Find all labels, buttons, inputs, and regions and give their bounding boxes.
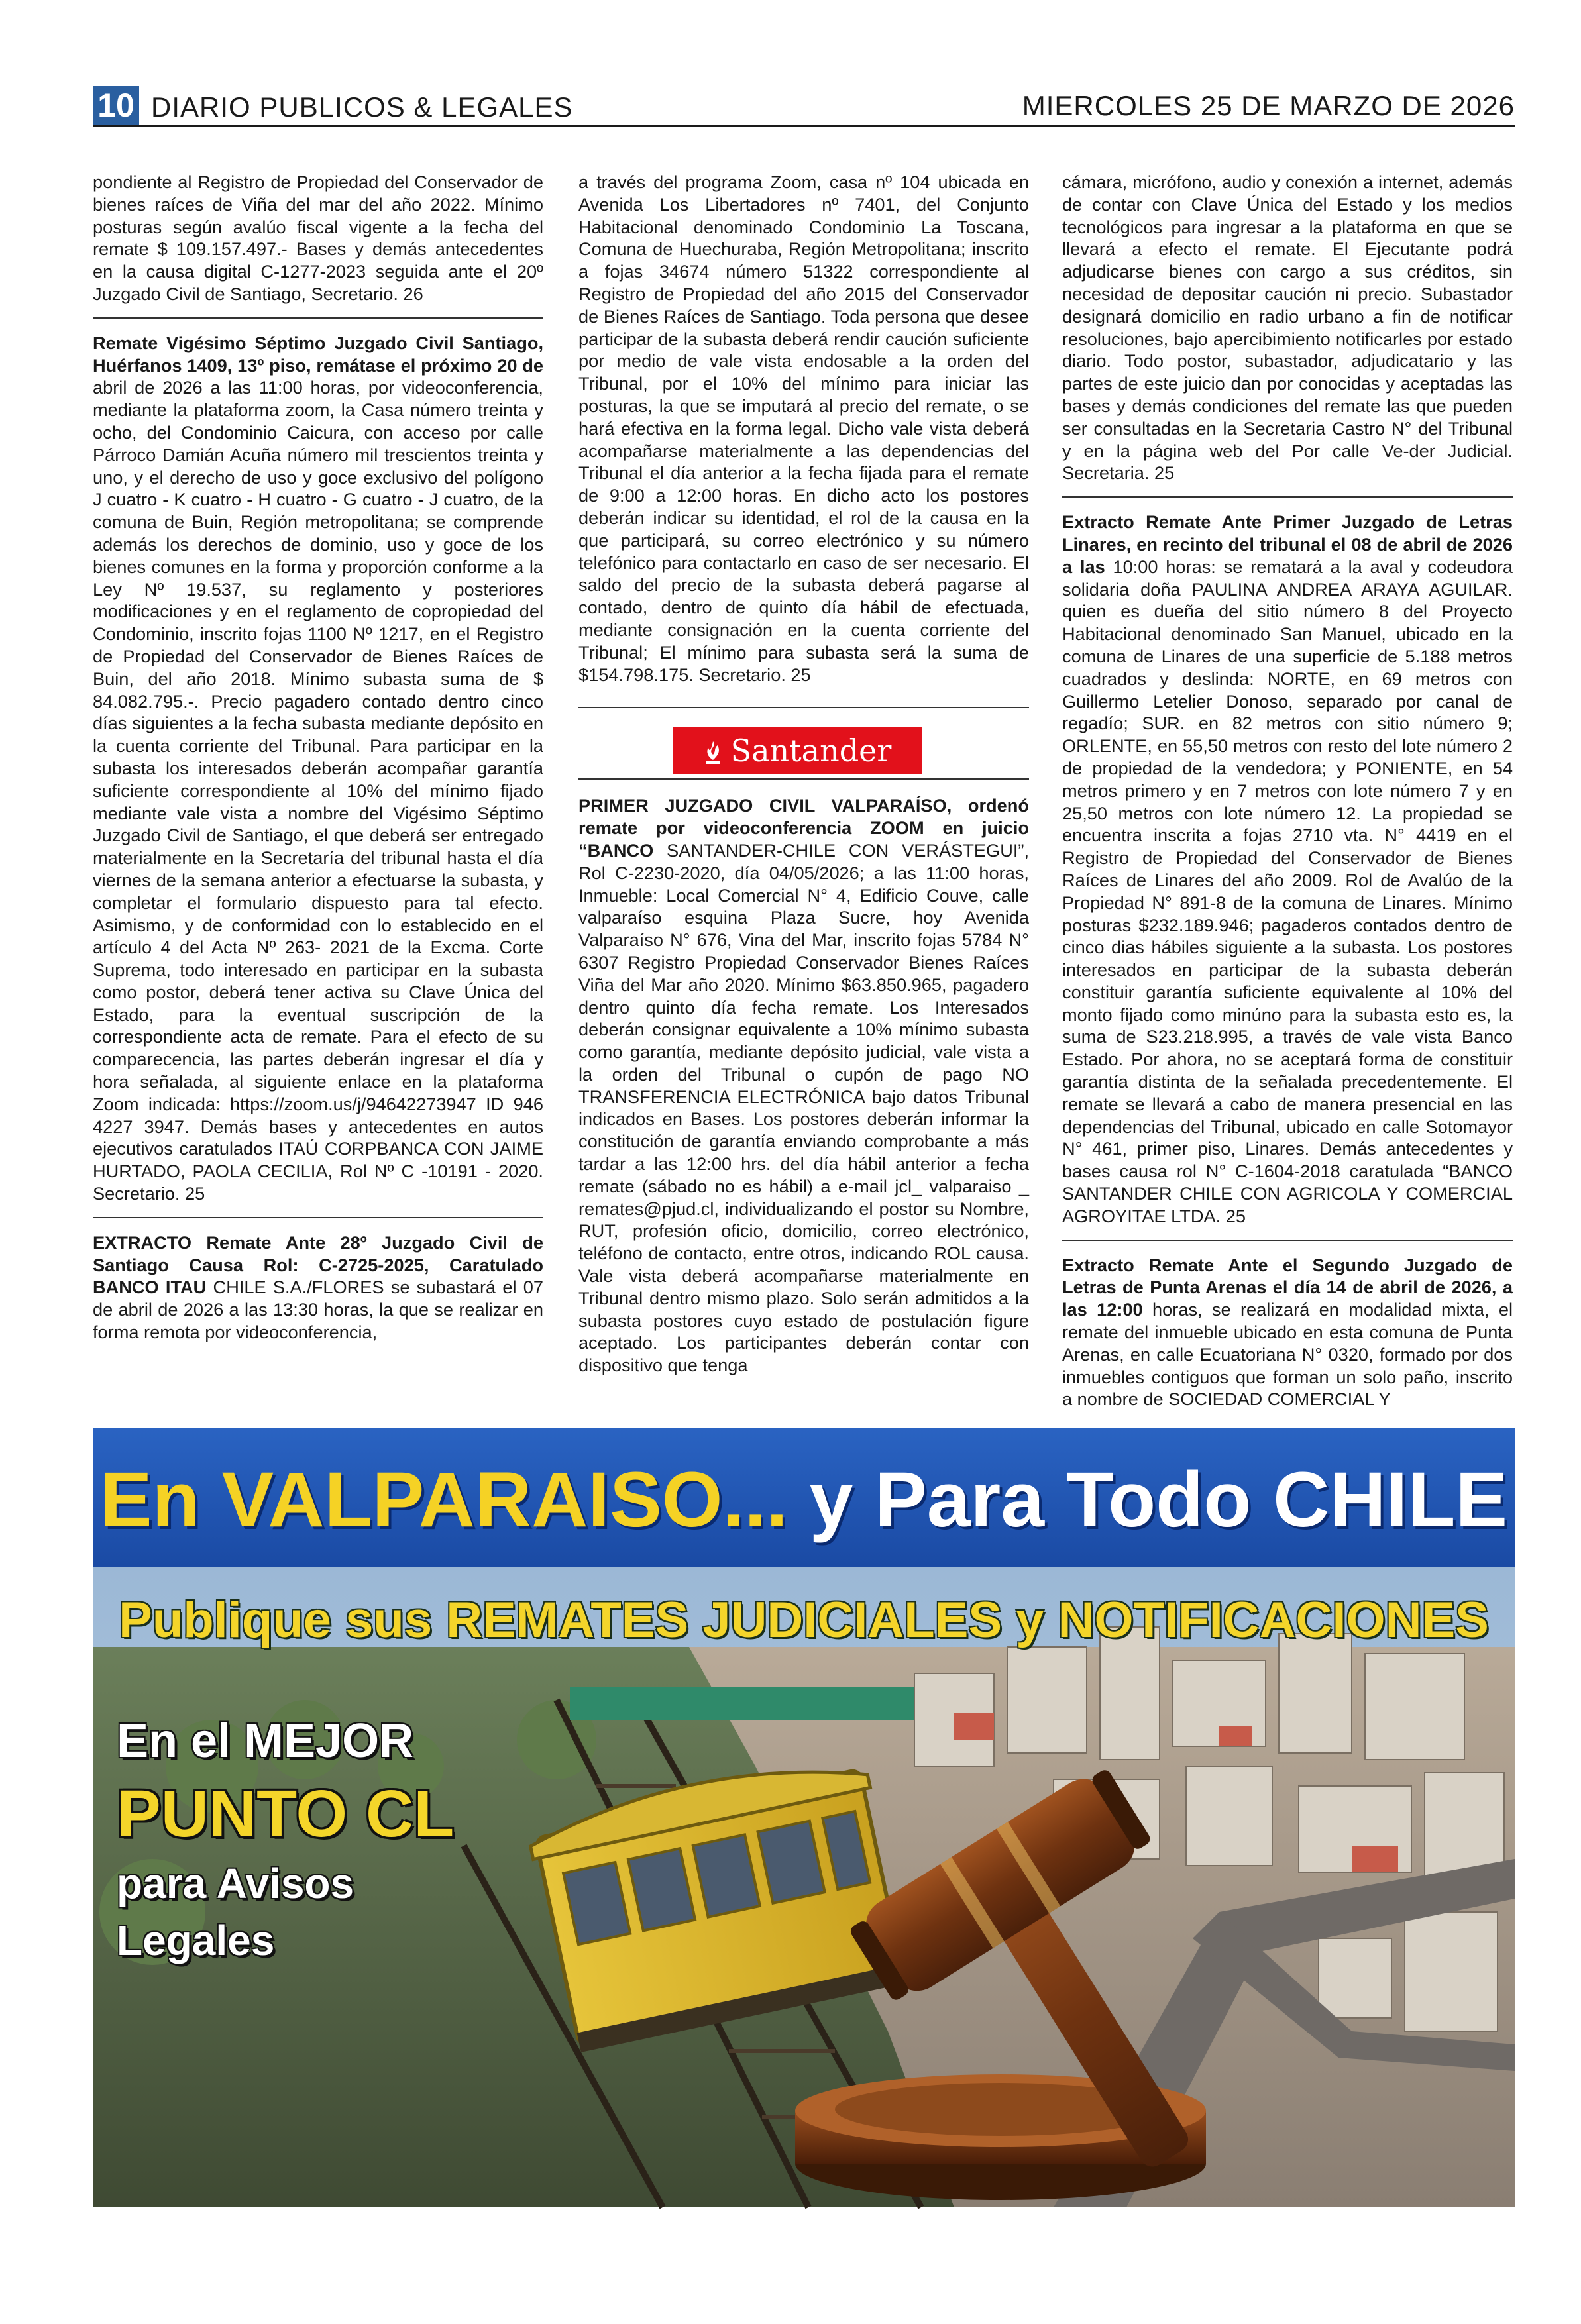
notice-primer-juzgado-valparaiso: PRIMER JUZGADO CIVIL VALPARAÍSO, ordenó remate por videoconferencia ZOOM en juicio “BANCO SANTANDER-CHILE CON VERÁSTEGUI”, Rol C-2230-2020, día 04/05/2026; a las 11:00 horas, Inmueble: Local Comercial N° 4, Edificio Couve, calle valparaíso esquina Plaza Sucre, hoy Avenida Valparaíso N° 676, Vina del Mar, inscrito fojas 5784 N° 6307 Registro Propiedad Conservador Bienes Raíces Viña del Mar año 2020. Mínimo $63.850.965, pagadero dentro quinto día fecha remate. Los Interesados deberán consignar equivalente a 10% mínimo subasta como garantía, mediante depósito judicial, vale vista a la orden del Tribunal o cupón de pago NO TRANSFERENCIA ELECTRÓNICA bajo datos Tribunal indicados en Bases. Los postores deberán informar la constitución de garantía enviando comprobante a más tardar a las 12:00 hrs. del día hábil anterior a fecha remate (sábado no es hábil) a e-mail jcl_ valparaiso _ remates@pjud.cl, individualizando el postor su Nombre, RUT, profesión oficio, domicilio, correo electrónico, teléfono de contacto, entre otros, indicando ROL causa. Vale vista deberá acompañarse materialmente en Tribunal dentro mismo plazo. Solo serán admitidos a la subasta postores cuyo estado de postulación figure aceptado. Los participantes deberán contar con dispositivo que tenga bbox=[578, 795, 1029, 1376]
publication-date: MIERCOLES 25 DE MARZO DE 2026 bbox=[1022, 90, 1515, 121]
notice-remate-28-juzgado: EXTRACTO Remate Ante 28º Juzgado Civil de Santiago Causa Rol: C-2725-2025, Caratulado BANCO ITAU CHILE S.A./FLORES se subastará el 07 de abril de 2026 a las 13:30 horas, la que se realizar en forma remota por videoconferencia, bbox=[93, 1232, 543, 1343]
notice-continued: cámara, micrófono, audio y conexión a internet, además de contar con Clave Única del Estado y los medios tecnológicos para ingresar a la plataforma en que se llevará a efecto el remate. El Ejecutante podrá adjudicarse bienes con cargo a sus créditos, sin necesidad de depositar caución ni precio. Subastador designará domicilio en radio urbano a fin de notificar resoluciones, bajo apercibimiento notificarles por estado diario. Todo postor, subastador, adjudicatario y las partes de este juicio dan por conocidas y aceptadas las bases y demás condiciones del remate las que pueden ser consultadas en la Secretaria Castro N° del Tribunal y en la página web del Por calle Ve-der Judicial. Secretaria. 25 bbox=[1062, 172, 1513, 484]
notice-divider bbox=[93, 1217, 543, 1218]
column-2 bbox=[578, 171, 1029, 1376]
notice-divider bbox=[1062, 496, 1513, 498]
publication-name: DIARIO PUBLICOS & LEGALES bbox=[151, 91, 573, 123]
notice-remate-27-juzgado: Remate Vigésimo Séptimo Juzgado Civil Santiago, Huérfanos 1409, 13º piso, remátase el próximo 20 de abril de 2026 a las 11:00 horas, por videoconferencia, mediante la plataforma zoom, la Casa número treinta y ocho, del Condominio Caicura, con acceso por calle Párroco Damián Acuña número mil trescientos treinta y uno, y el derecho de uso y goce exclusivo del polígono J cuatro - K cuatro - H cuatro - G cuatro - J cuatro, de la comuna de Buin, Región metropolitana; se comprende además los derechos de dominio, uso y goce de los bienes comunes en la forma y proporción conforme a la Ley Nº 19.537, su reglamento y posteriores modificaciones y en el reglamento de copropiedad del Condominio, inscrito fojas 1100 Nº 1217, en el Registro de Propiedad del Conservador de Bienes Raíces de Buin, del año 2018. Mínimo subasta suma de $ 84.082.795.-. Precio pagadero contado dentro cinco días siguientes a la fecha subasta mediante depósito en la cuenta corriente del Tribunal. Para participar en la subasta los interesados deberán acompañar garantía suficiente correspondiente al 10% del mínimo fijado mediante vale vista a nombre del Vigésimo Séptimo Juzgado Civil de Santiago, el que deberá ser entregado materialmente en la Secretaría del tribunal hasta el día viernes de la semana anterior a efectuarse la subasta, y completar el formulario dispuesto para tal efecto. Asimismo, y de conformidad con lo establecido en el artículo 4 del Acta Nº 263- 2021 de la Excma. Corte Suprema, todo interesado en participar en la subasta como postor, deberá tener activa su Clave Única del Estado, para la eventual suscripción de la correspondiente acta de remate. Para el efecto de su comparecencia, las partes deberán ingresar el día y hora señalada, al siguiente enlace en la plataforma Zoom indicada: https://zoom.us/j/94642273947 ID 946 4227 3947. Demás bases y antecedentes en autos ejecutivos caratulados ITAÚ CORPBANCA CON JAIME HURTADO, PAOLA CECILIA, Rol Nº C -10191 - 2020. Secretario. 25 bbox=[93, 332, 543, 1204]
flame-icon bbox=[704, 731, 722, 756]
ad-headline: En VALPARAISO... y Para Todo CHILE bbox=[99, 1456, 1508, 1544]
column-1 bbox=[93, 171, 543, 1365]
page-number: 10 bbox=[93, 86, 139, 125]
notice-divider bbox=[93, 317, 543, 319]
notice-divider bbox=[578, 778, 1029, 780]
ad-side-text bbox=[117, 1709, 454, 1969]
ad-line-2: PUNTO CL bbox=[117, 1777, 455, 1851]
ad-line-4: Legales bbox=[117, 1917, 275, 1964]
ad-subheadline: Publique sus REMATES JUDICIALES y NOTIFICACIONES bbox=[119, 1592, 1489, 1648]
page-header bbox=[93, 82, 1515, 123]
advertisement-banner bbox=[93, 1428, 1515, 2207]
santander-logo-text: Santander bbox=[730, 733, 892, 769]
header-divider bbox=[93, 125, 1515, 127]
santander-logo-block bbox=[578, 692, 1029, 785]
notice-remate-punta-arenas: Extracto Remate Ante el Segundo Juzgado de Letras de Punta Arenas el día 14 de abril de 2026, a las 12:00 horas, se realizará en modalidad mixta, el remate del inmueble ubicado en esta comuna de Punta Arenas, en calle Ecuatoriana N° 0320, formado por dos inmuebles contiguos que forman un solo paño, inscrito a nombre de SOCIEDAD COMERCIAL Y bbox=[1062, 1254, 1513, 1410]
notice-divider bbox=[1062, 1240, 1513, 1241]
notice-remate-linares: Extracto Remate Ante Primer Juzgado de Letras Linares, en recinto del tribunal el 08 de abril de 2026 a las 10:00 horas: se rematará a la aval y codeudora solidaria doña PAULINA ANDREA ARAYA AGUILAR. quien es dueña del sitio número 8 del Proyecto Habitacional denominado San Manuel, ubicado en la comuna de Linares de una superficie de 5.188 metros cuadrados y deslinda: NORTE, en 69 metros con Guillermo Letelier Donoso, separado por canal de regadío; SUR. en 82 metros con sitio número 9; ORLENTE, en 55,50 metros con resto del lote número 2 de propiedad de la vendedora; y PONIENTE, en 54 metros primero y en 7 metros con lote número 7 y en 25,50 metros con lote número 12. La propiedad se encuentra inscrita a fojas 2710 vta. N° 4419 en el Registro de Propiedad del Conservador de Bienes Raíces de Linares del año 2009. Rol de Avalúo de la Propiedad N° 891-8 de la comuna de Linares. Mínimo posturas $232.189.946; pagaderos contados dentro de cinco dias hábiles siguiente a la subasta. Los postores interesados en participar de la subasta deberán constituir garantía suficiente equivalente al 10% del monto fijado como minúno para la subasta esto es, la suma de S23.218.995, a través de vale vista Banco Estado. Por ahora, no se aceptará forma de constituir garantía distinta de la señalada precedentemente. El remate se llevará a cabo de manera presencial en las dependencias del Tribunal, ubicado en calle Sotomayor N° 461, primer piso, Linares. Demás antecedentes y bases causa rol N° C-1604-2018 caratulada “BANCO SANTANDER CHILE CON AGRICOLA Y COMERCIAL AGROYITAE LTDA. 25 bbox=[1062, 511, 1513, 1226]
notice-continued: pondiente al Registro de Propiedad del Conservador de bienes raíces de Viña del mar del año 2022. Mínimo posturas según avalúo fiscal vigente a la fecha del remate $ 109.157.497.- Bases y demás antecedentes en la causa digital C-1277-2023 seguida ante el 20º Juzgado Civil de Santiago, Secretario. 26 bbox=[93, 172, 543, 304]
notice-divider bbox=[578, 707, 1029, 708]
santander-logo bbox=[673, 727, 922, 774]
ad-line-3: para Avisos bbox=[117, 1860, 354, 1907]
notice-continued: a través del programa Zoom, casa nº 104 ubicada en Avenida Los Libertadores nº 7401, del Conjunto Habitacional denominado Condominio La Toscana, Comuna de Huechuraba, Región Metropolitana; inscrito a fojas 34674 número 51322 correspondiente al Registro de Propiedad del año 2015 del Conservador de Bienes Raíces de Santiago. Toda persona que desee participar de la subasta deberá rendir caución suficiente por medio de vale vista endosable a la orden del Tribunal, por el 10% del mínimo para iniciar las posturas, la que se imputará al precio del remate, o se hará efectiva en la forma legal. Dicho vale vista deberá acompañarse materialmente a las dependencias del Tribunal el día anterior a la fecha fijada para el remate de 9:00 a 12:00 horas. En dicho acto los postores deberán indicar su identidad, el rol de la causa en la que participará, su correo electrónico y su número telefónico para contactarlo en caso de ser necesario. El saldo del precio de la subasta deberá pagarse al contado, dentro de quinto día hábil de efectuada, mediante consignación en la cuenta corriente del Tribunal; El mínimo para subasta será la suma de $154.798.175. Secretario. 25 bbox=[578, 172, 1029, 685]
ad-line-1: En el MEJOR bbox=[117, 1715, 414, 1768]
column-3 bbox=[1062, 171, 1513, 1410]
